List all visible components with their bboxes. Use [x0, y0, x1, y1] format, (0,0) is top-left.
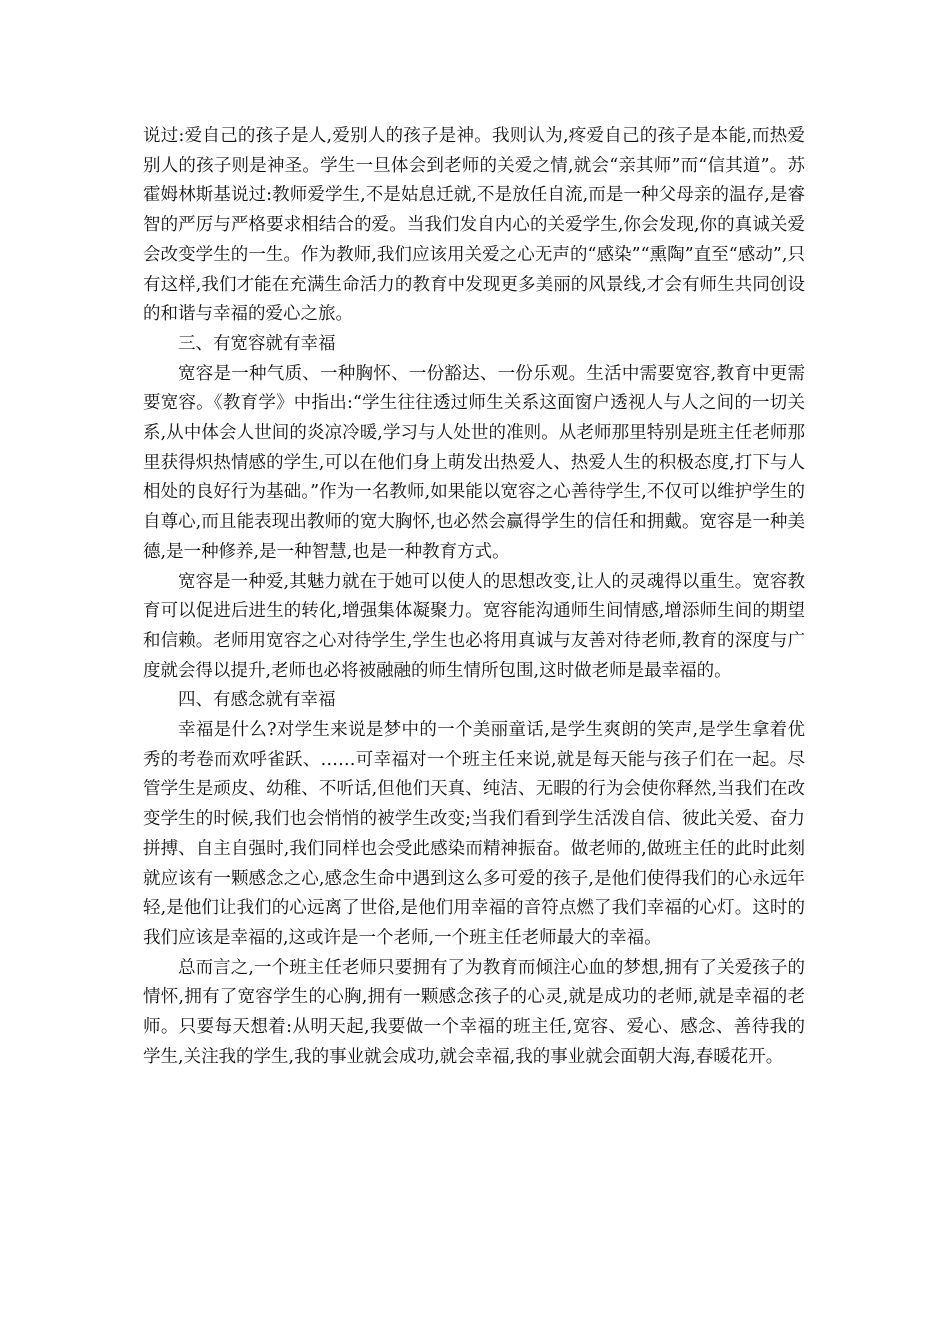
paragraph-continuation: 说过:爱自己的孩子是人,爱别人的孩子是神。我则认为,疼爱自己的孩子是本能,而热爱别人的孩子则是神圣。学生一旦体会到老师的关爱之情,就会“亲其师”而“信其道”。苏霍姆林斯基说过:教师爱学生,不是姑息迁就,不是放任自流,而是一种父母亲的温存,是睿智的严厉与严格要求相结合的爱。当我们发自内心的关爱学生,你会发现,你的真诚关爱会改变学生的一生。作为教师,我们应该用关爱之心无声的“感染”“熏陶”直至“感动”,只有这样,我们才能在充满生命活力的教育中发现更多美丽的风景线,才会有师生共同创设的和谐与幸福的爱心之旅。 [143, 126, 805, 325]
section-heading-tolerance: 三、有宽容就有幸福 [178, 333, 336, 354]
paragraph-tolerance-1: 宽容是一种气质、一种胸怀、一份豁达、一份乐观。生活中需要宽容,教育中更需要宽容。《教育学》中指出:“学生往往透过师生关系这面窗户透视人与人之间的一切关系,从中体会人世间的炎凉冷暖,学习与人处世的准则。从老师那里特别是班主任老师那里获得炽热情感的学生,可以在他们身上萌发出热爱人、热爱人生的积极态度,打下与人相处的良好行为基础。”作为一名教师,如果能以宽容之心善待学生,不仅可以维护学生的自尊心,而且能表现出教师的宽大胸怀,也必然会赢得学生的信任和拥戴。宽容是一种美德,是一种修养,是一种智慧,也是一种教育方式。 [143, 363, 805, 562]
paragraph-tolerance-2: 宽容是一种爱,其魅力就在于她可以使人的思想改变,让人的灵魂得以重生。宽容教育可以促进后进生的转化,增强集体凝聚力。宽容能沟通师生间情感,增添师生间的期望和信赖。老师用宽容之心对待学生,学生也必将用真诚与友善对待老师,教育的深度与广度就会得以提升,老师也必将被融融的师生情所包围,这时做老师是最幸福的。 [143, 571, 805, 681]
document-body [143, 122, 805, 1073]
paragraph-gratitude: 幸福是什么?对学生来说是梦中的一个美丽童话,是学生爽朗的笑声,是学生拿着优秀的考卷而欢呼雀跃、……可幸福对一个班主任来说,就是每天能与孩子们在一起。尽管学生是顽皮、幼稚、不听话,但他们天真、纯洁、无暇的行为会使你释然,当我们在改变学生的时候,我们也会悄悄的被学生改变;当我们看到学生活泼自信、彼此关爱、奋力拼搏、自主自强时,我们同样也会受此感染而精神振奋。做老师的,做班主任的此时此刻就应该有一颗感念之心,感念生命中遇到这么多可爱的孩子,是他们使得我们的心永远年轻,是他们让我们的心远离了世俗,是他们用幸福的音符点燃了我们幸福的心灯。这时的我们应该是幸福的,这或许是一个老师,一个班主任老师最大的幸福。 [143, 720, 805, 948]
section-heading-gratitude: 四、有感念就有幸福 [178, 690, 336, 711]
paragraph-conclusion: 总而言之,一个班主任老师只要拥有了为教育而倾注心血的梦想,拥有了关爱孩子的情怀,拥有了宽容学生的心胸,拥有一颗感念孩子的心灵,就是成功的老师,就是幸福的老师。只要每天想着:从明天起,我要做一个幸福的班主任,宽容、爱心、感念、善待我的学生,关注我的学生,我的事业就会成功,就会幸福,我的事业就会面朝大海,春暖花开。 [143, 957, 805, 1067]
